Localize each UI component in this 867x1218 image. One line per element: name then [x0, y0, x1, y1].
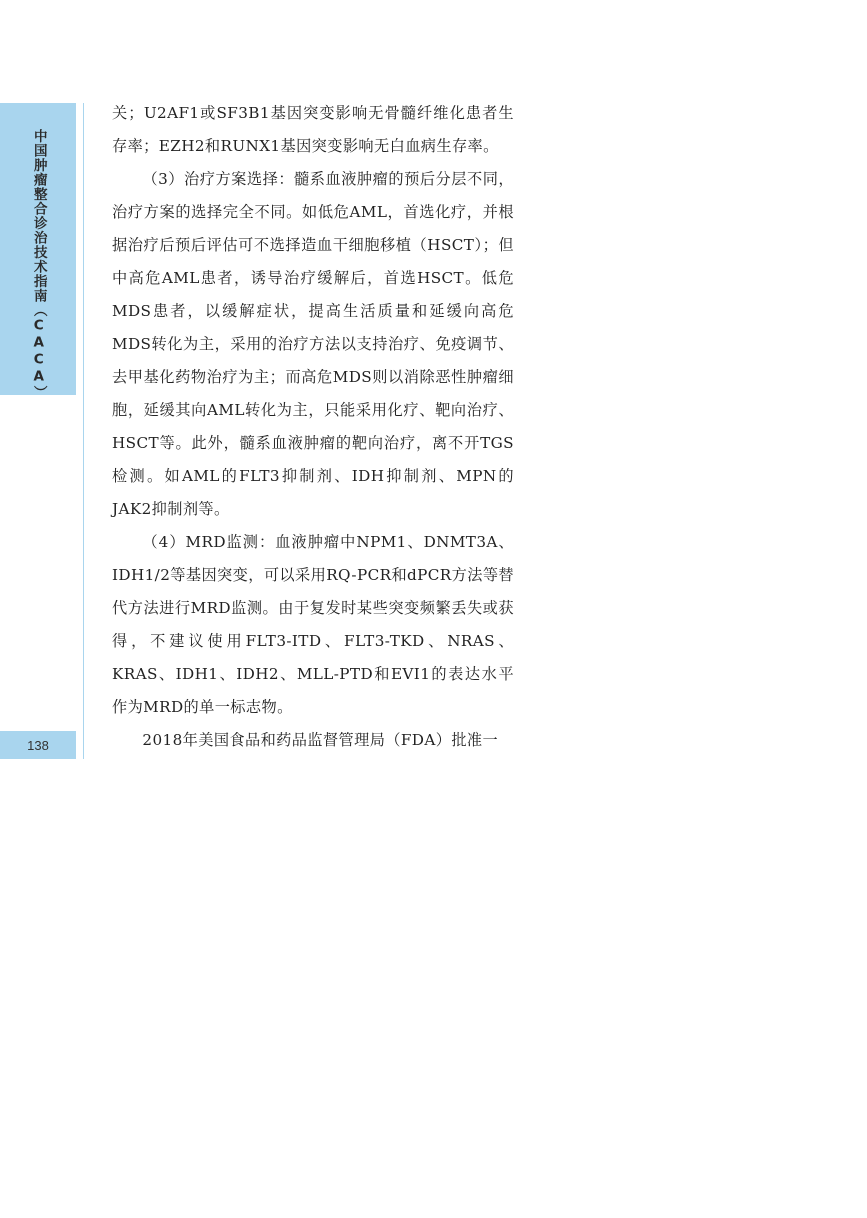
- paragraph-fda: 2018年美国食品和药品监督管理局（FDA）批准一: [142, 731, 499, 749]
- paragraph-1: 关；U2AF1或SF3B1基因突变影响无骨髓纤维化患者生存率；EZH2和RUNX1基因突变影响无白血病生存率。: [112, 104, 514, 155]
- paragraph-mrd-monitoring: （4）MRD监测：血液肿瘤中NPM1、DNMT3A、IDH1/2等基因突变，可以采用RQ-PCR和dPCR方法等替代方法进行MRD监测。由于复发时某些突变频繁丢失或获得，不建议使用FLT3-ITD、FLT3-TKD、NRAS、KRAS、IDH1、IDH2、MLL-PTD和EVI1的表达水平作为MRD的单一标志物。: [112, 533, 514, 716]
- book-title: 中国肿瘤整合诊治技术指南（CACA）: [30, 129, 47, 400]
- page-number: 138: [0, 731, 76, 759]
- body-text: [112, 97, 514, 757]
- side-tab: [0, 103, 76, 400]
- margin-rule: [83, 103, 84, 759]
- paragraph-treatment-selection: （3）治疗方案选择：髓系血液肿瘤的预后分层不同，治疗方案的选择完全不同。如低危AML，首选化疗，并根据治疗后预后评估可不选择造血干细胞移植（HSCT）；但中高危AML患者，诱导治疗缓解后，首选HSCT。低危MDS患者，以缓解症状，提高生活质量和延缓向高危MDS转化为主，采用的治疗方法以支持治疗、免疫调节、去甲基化药物治疗为主；而高危MDS则以消除恶性肿瘤细胞，延缓其向AML转化为主，只能采用化疗、靶向治疗、HSCT等。此外，髓系血液肿瘤的靶向治疗，离不开TGS检测。如AML的FLT3抑制剂、IDH抑制剂、MPN的JAK2抑制剂等。: [112, 170, 514, 518]
